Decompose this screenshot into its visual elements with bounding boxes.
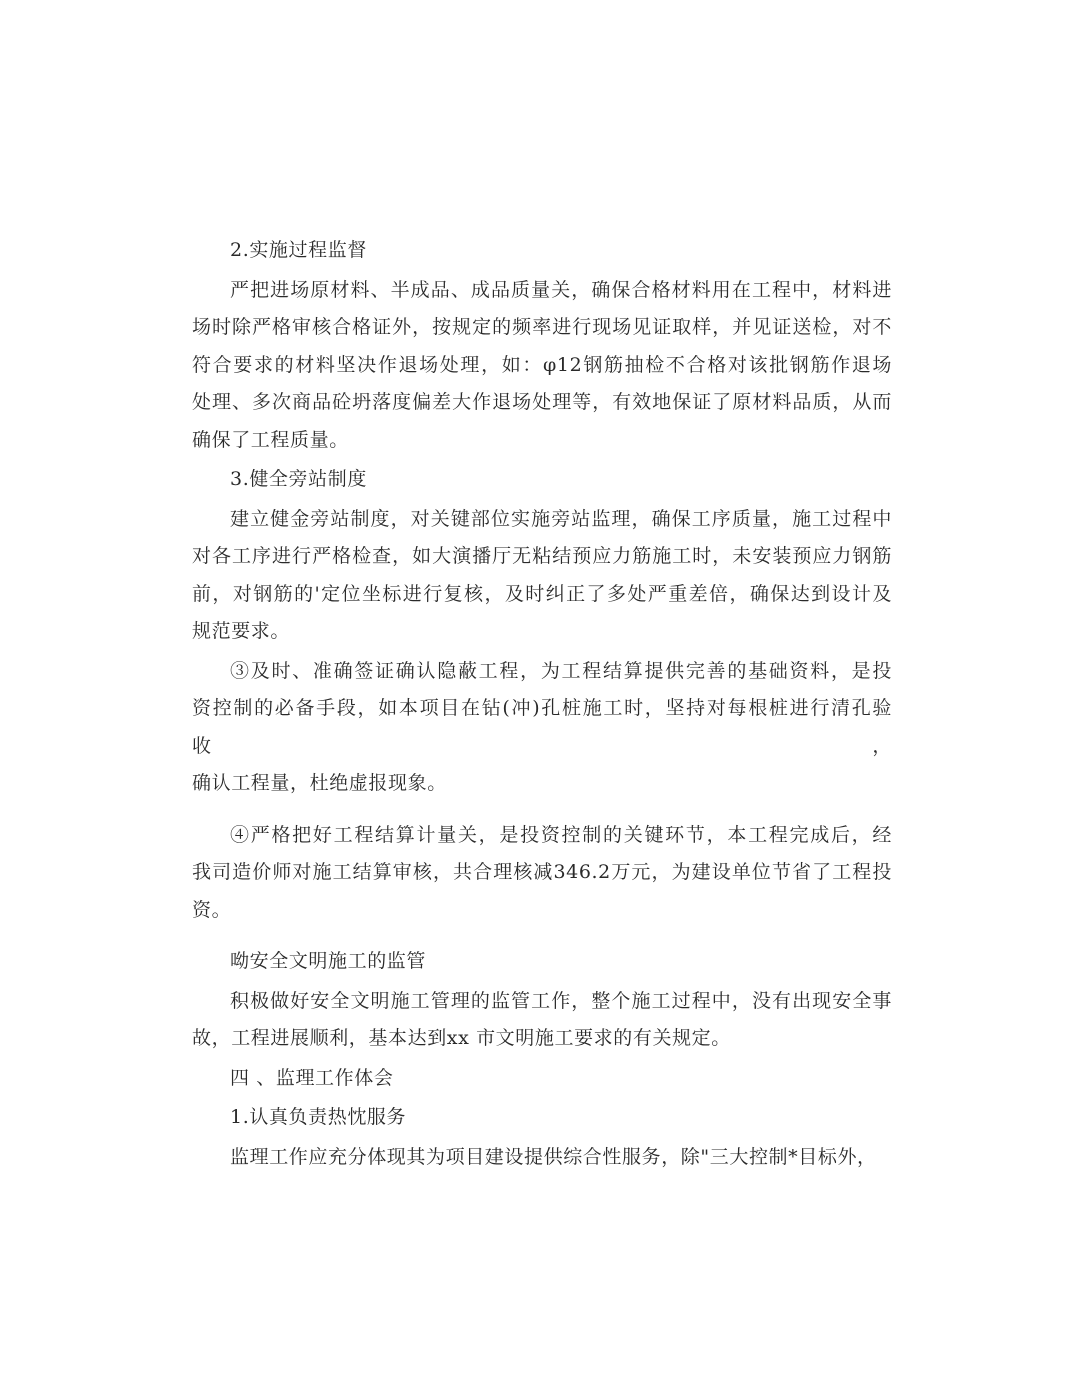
paragraph-line: 严把进场原材料、半成品、成品质量关，确保合格材料用在工程中，材料进 xyxy=(230,278,892,301)
paragraph-service xyxy=(192,1139,892,1177)
paragraph-line: 我司造价师对施工结算审核，共合理核减346.2万元，为建设单位节省了工程投 xyxy=(192,861,892,883)
paragraph-line: ③及时、准确签证确认隐蔽工程，为工程结算提供完善的基础资料，是投 xyxy=(230,659,892,682)
section-heading: 1.认真负责热忱服务 xyxy=(230,1106,407,1128)
paragraph-line: 建立健金旁站制度，对关键部位实施旁站监理，确保工序质量，施工过程中 xyxy=(230,507,892,530)
paragraph-line: 确认工程量，杜绝虚报现象。 xyxy=(192,772,447,794)
paragraph-line: 处理、多次商品砼坍落度偏差大作退场处理等，有效地保证了原材料品质，从而 xyxy=(192,391,892,413)
paragraph-line: 监理工作应充分体现其为项目建设提供综合性服务，除"三大控制*目标外， xyxy=(230,1145,877,1168)
paragraph-line: 积极做好安全文明施工管理的监管工作，整个施工过程中，没有出现安全事 xyxy=(230,989,892,1012)
paragraph-settlement xyxy=(192,817,892,930)
document-page xyxy=(192,232,892,1176)
section-heading: 3.健全旁站制度 xyxy=(230,468,367,490)
paragraph-line: 规范要求。 xyxy=(192,620,291,642)
section-heading: 呦安全文明施工的监管 xyxy=(230,950,427,972)
paragraph-line: 故，工程进展顺利，基本达到xx 市文明施工要求的有关规定。 xyxy=(192,1027,731,1049)
paragraph-line: 场时除严格审核合格证外，按规定的频率进行现场见证取样，并见证送检，对不 xyxy=(192,316,892,338)
section-heading: 四 、监理工作体会 xyxy=(230,1066,394,1089)
section-heading: 2.实施过程监督 xyxy=(230,239,367,261)
paragraph-line: 前，对钢筋的'定位坐标进行复核，及时纠正了多处严重差倍，确保达到设计及 xyxy=(192,582,892,605)
paragraph-line: 对各工序进行严格检查，如大演播厅无粘结预应力筋施工时，未安装预应力钢筋 xyxy=(192,545,892,567)
paragraph-line: ④严格把好工程结算计量关，是投资控制的关键环节，本工程完成后，经 xyxy=(230,823,892,846)
paragraph-line: 资控制的必备手段，如本项目在钻(冲)孔桩施工时，坚持对每根桩进行清孔验收， xyxy=(192,697,892,757)
paragraph-station xyxy=(192,501,892,651)
paragraph-line: 符合要求的材料坚决作退场处理，如：φ12钢筋抽检不合格对该批钢筋作退场 xyxy=(192,353,892,376)
paragraph-safety xyxy=(192,983,892,1058)
paragraph-materials xyxy=(192,272,892,460)
paragraph-visa xyxy=(192,653,892,803)
paragraph-line: 资。 xyxy=(192,898,232,921)
paragraph-line: 确保了工程质量。 xyxy=(192,428,349,451)
